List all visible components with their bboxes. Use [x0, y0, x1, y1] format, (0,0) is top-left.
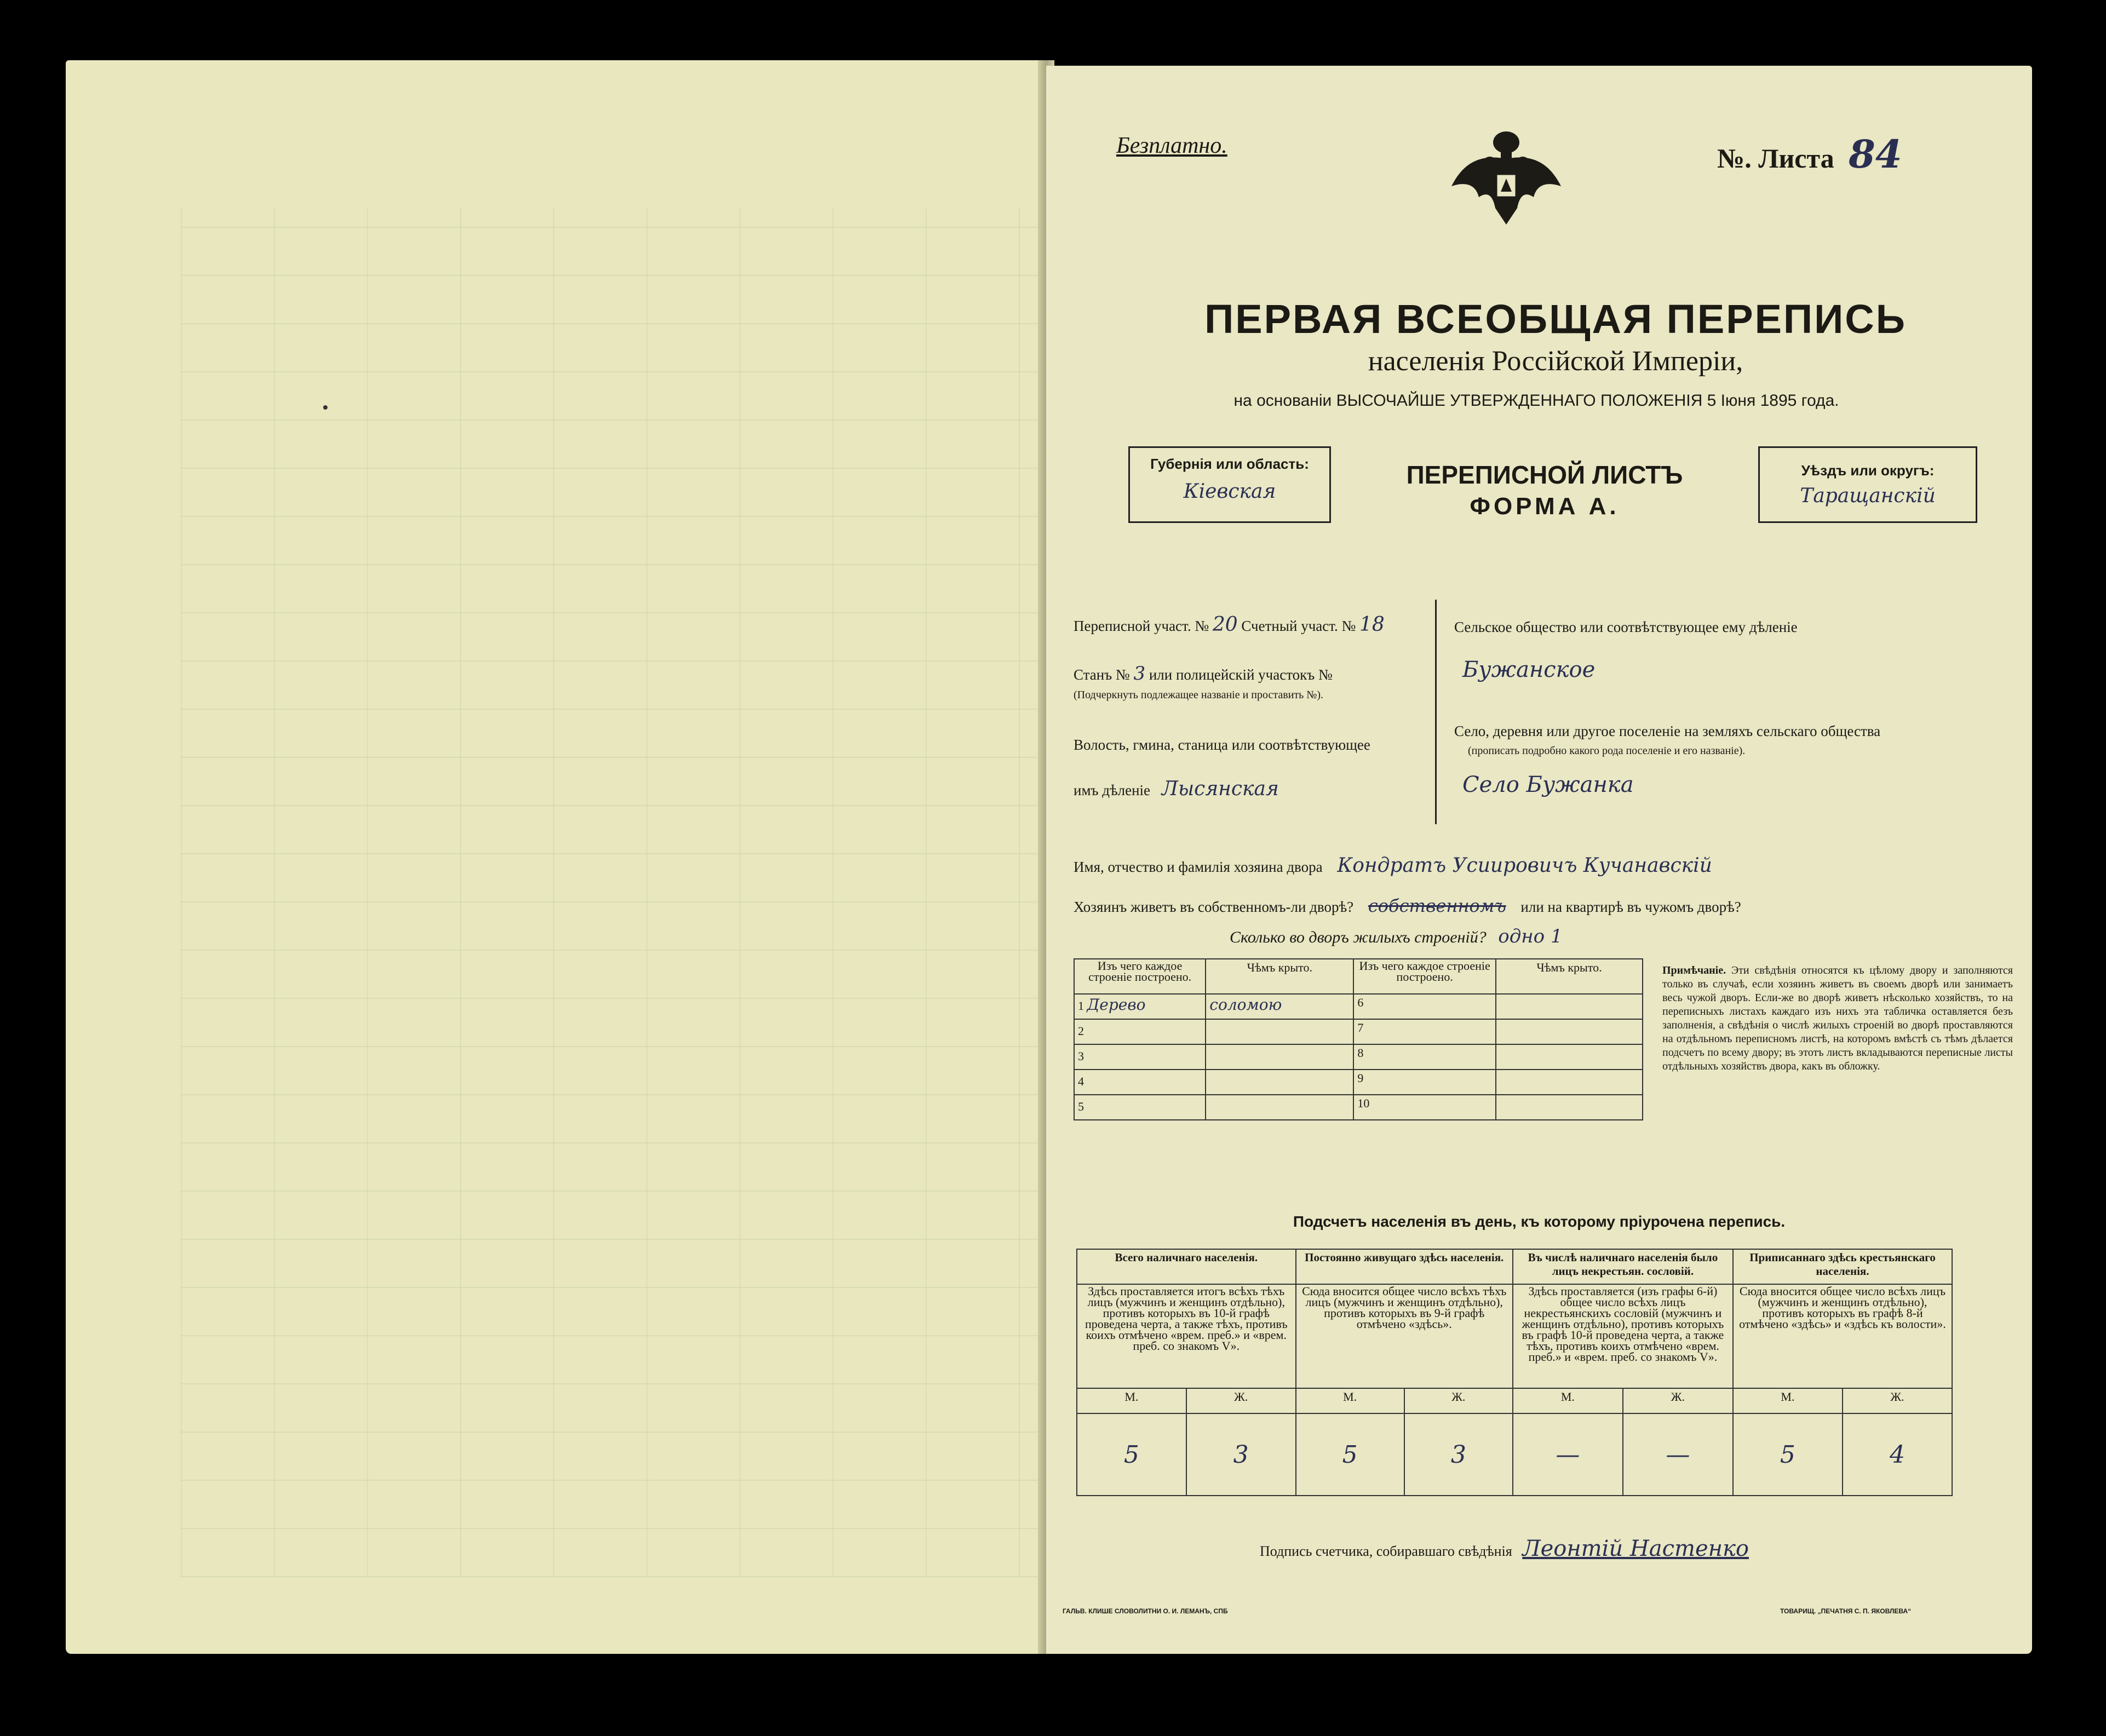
- note-title: Примѣчаніе.: [1662, 964, 1726, 976]
- column-divider: [1435, 600, 1437, 824]
- count-header: Всего наличнаго населенія.: [1077, 1249, 1296, 1284]
- roof-value: соломою: [1209, 996, 1282, 1014]
- count-description: Здѣсь проставляется (изъ графы 6-й) общее число всѣхъ лицъ некрестьянскихъ сословій (мужчинъ и женщинъ отдѣльно), противъ которыхъ въ графѣ 10-й проведена черта, а также тѣхъ, противъ коихъ отмѣчено «врем. преб.» и «врем. преб. со знакомъ V».: [1513, 1284, 1733, 1388]
- sheet-number-value: 84: [1849, 131, 1902, 177]
- count-value: 5: [1296, 1413, 1404, 1496]
- male-column-label: М.: [1296, 1388, 1404, 1413]
- building-material-cell: [1353, 1044, 1496, 1070]
- buildings-label: Сколько во дворъ жилыхъ строеній?: [1230, 928, 1487, 946]
- female-column-label: Ж.: [1186, 1388, 1296, 1413]
- stan-field: [1074, 663, 1333, 685]
- province-value: Кіевская: [1183, 480, 1276, 503]
- census-district-value: 20: [1212, 613, 1238, 636]
- society-value: Бужанское: [1462, 657, 1596, 682]
- male-column-label: М.: [1513, 1388, 1623, 1413]
- buildings-field: [1230, 926, 1563, 947]
- signature-label: Подпись счетчика, собиравшаго свѣдѣнія: [1260, 1543, 1512, 1559]
- row-number: 3: [1078, 1049, 1084, 1063]
- free-label: Безплатно.: [1116, 133, 1227, 158]
- building-material-cell: [1074, 1070, 1206, 1095]
- census-district-label: Переписной участ. №: [1074, 618, 1209, 634]
- lives-field: [1074, 895, 1741, 916]
- left-page-blank: [66, 60, 1046, 1654]
- province-label: Губернія или область:: [1150, 456, 1309, 472]
- male-column-label: М.: [1733, 1388, 1843, 1413]
- building-roof-cell: [1496, 1070, 1643, 1095]
- village-value: Село Бужанка: [1462, 772, 1634, 797]
- count-value: 3: [1404, 1413, 1513, 1496]
- stan-suffix: или полицейскій участокъ №: [1149, 666, 1333, 683]
- count-value: 5: [1733, 1413, 1843, 1496]
- count-description: Здѣсь проставляется итогъ всѣхъ тѣхъ лицъ (мужчинъ и женщинъ отдѣльно), противъ которыхъ въ 10-й графѣ проведена черта, а также тѣхъ, противъ коихъ отмѣчено «врем. преб.» и «врем. преб. со знакомъ V».: [1077, 1284, 1296, 1388]
- province-box: [1128, 446, 1331, 523]
- building-roof-cell: [1206, 1044, 1353, 1070]
- signature-field: [1260, 1536, 1749, 1561]
- building-roof-cell: [1206, 1019, 1353, 1044]
- form-title-2: ФОРМА А.: [1470, 493, 1620, 520]
- buildings-value: одно 1: [1498, 926, 1563, 947]
- page-title: ПЕРВАЯ ВСЕОБЩАЯ ПЕРЕПИСЬ: [1204, 296, 1907, 342]
- count-header: Въ числѣ наличнаго населенія было лицъ некрестьян. сословій.: [1513, 1249, 1733, 1284]
- building-roof-cell: [1496, 1019, 1643, 1044]
- row-number: 4: [1078, 1074, 1084, 1088]
- uezd-value: Таращанскій: [1800, 485, 1936, 507]
- signature-value: Леонтій Настенко: [1522, 1536, 1749, 1561]
- counting-district-label: Счетный участ. №: [1241, 618, 1356, 634]
- female-column-label: Ж.: [1623, 1388, 1733, 1413]
- row-number: 2: [1078, 1024, 1084, 1038]
- count-description: Сюда вносится общее число всѣхъ тѣхъ лицъ (мужчинъ и женщинъ отдѣльно), противъ которыхъ въ 9-й графѣ отмѣчено «здѣсь».: [1296, 1284, 1513, 1388]
- buildings-table: [1074, 958, 1643, 1120]
- building-roof-cell: [1206, 1070, 1353, 1095]
- count-value: 4: [1843, 1413, 1952, 1496]
- female-column-label: Ж.: [1404, 1388, 1513, 1413]
- page-subtitle: населенія Россійской Имперіи,: [1368, 346, 1743, 377]
- col-material-left: Изъ чего каждое строеніе построено.: [1074, 959, 1206, 994]
- male-column-label: М.: [1077, 1388, 1186, 1413]
- owner-label: Имя, отчество и фамилія хозяина двора: [1074, 859, 1323, 875]
- buildings-row: [1074, 1044, 1643, 1070]
- village-label: Село, деревня или другое поселеніе на земляхъ сельскаго общества: [1454, 723, 1881, 739]
- population-count-table: [1076, 1249, 1953, 1496]
- building-roof-cell: [1496, 1044, 1643, 1070]
- footer-left: ГАЛЬВ. КЛИШЕ СЛОВОЛИТНИ О. И. ЛЕМАНЪ, СПБ: [1063, 1607, 1228, 1615]
- count-title: Подсчетъ населенія въ день, къ которому пріурочена перепись.: [1293, 1213, 1786, 1230]
- building-material-cell: [1353, 1070, 1496, 1095]
- count-header: Постоянно живущаго здѣсь населенія.: [1296, 1249, 1513, 1284]
- stan-label: Станъ №: [1074, 666, 1130, 683]
- society-label: Сельское общество или соотвѣтствующее ему дѣленіе: [1454, 619, 1798, 635]
- lives-suffix: или на квартирѣ въ чужомъ дворѣ?: [1520, 899, 1741, 915]
- row-number: 1: [1078, 999, 1084, 1013]
- volost-value: Лысянская: [1161, 778, 1279, 800]
- building-material-cell: [1074, 1095, 1206, 1120]
- ink-dot: [323, 405, 328, 410]
- count-description: Сюда вносится общее число всѣхъ лицъ (мужчинъ и женщинъ отдѣльно), противъ которыхъ въ графѣ 8-й отмѣчено «здѣсь» и «здѣсь къ волости».: [1733, 1284, 1952, 1388]
- buildings-row: [1074, 1070, 1643, 1095]
- note-block: [1662, 964, 2013, 1073]
- row-number: 8: [1357, 1046, 1364, 1060]
- sheet-number-label: №. Листа: [1717, 143, 1834, 174]
- buildings-row: [1074, 994, 1643, 1019]
- lives-label: Хозяинъ живетъ въ собственномъ-ли дворѣ?: [1074, 899, 1354, 915]
- legal-basis: на основаніи ВЫСОЧАЙШЕ УТВЕРЖДЕННАГО ПОЛОЖЕНІЯ 5 Іюня 1895 года.: [1233, 392, 1839, 410]
- imperial-eagle-emblem: [1446, 126, 1566, 235]
- building-material-cell: [1074, 994, 1206, 1019]
- owner-field: [1074, 854, 1712, 877]
- volost-label-2: имъ дѣленіе: [1074, 782, 1151, 798]
- material-value: Дерево: [1087, 996, 1146, 1014]
- building-roof-cell: [1206, 1095, 1353, 1120]
- count-value: —: [1623, 1413, 1733, 1496]
- lives-value: собственномъ: [1368, 895, 1506, 916]
- census-district-field: [1074, 613, 1385, 636]
- building-material-cell: [1074, 1044, 1206, 1070]
- footer-right: ТОВАРИЩ. „ПЕЧАТНЯ С. П. ЯКОВЛЕВА“: [1780, 1607, 1912, 1615]
- census-form-page: [1046, 66, 2032, 1654]
- building-roof-cell: [1496, 1095, 1643, 1120]
- building-roof-cell: [1496, 994, 1643, 1019]
- count-value: —: [1513, 1413, 1623, 1496]
- col-material-right: Изъ чего каждое строеніе построено.: [1353, 959, 1496, 994]
- uezd-box: [1758, 446, 1977, 523]
- note-text: Эти свѣдѣнія относятся къ цѣлому двору и заполняются только въ случаѣ, если хозяинъ живетъ въ своемъ дворѣ или занимаетъ весь чужой дворъ. Если-же во дворѣ живетъ нѣсколько хозяйствъ, то на переписныхъ листахъ каждаго изъ нихъ эта табличка оставляется безъ заполненія, а свѣдѣнія о числѣ жилыхъ строеній во дворѣ проставляются на отдѣльномъ переписномъ листѣ, на которомъ вмѣстѣ съ тѣмъ дѣлается подсчетъ по всему двору; въ этотъ листъ вкладываются переписные листы отдѣльныхъ хозяйствъ двора, какъ въ обложку.: [1662, 964, 2013, 1072]
- stan-value: 3: [1133, 663, 1146, 685]
- sheet-number: [1717, 131, 1902, 177]
- row-number: 9: [1357, 1071, 1364, 1085]
- row-number: 10: [1357, 1096, 1370, 1110]
- stan-note: (Подчеркнуть подлежащее названіе и проставить №).: [1074, 689, 1323, 701]
- show-through-grid: [181, 208, 1068, 1577]
- volost-field: [1074, 778, 1279, 800]
- village-note: (прописать подробно какого рода поселеніе и его названіе).: [1468, 745, 1746, 757]
- buildings-row: [1074, 1019, 1643, 1044]
- building-material-cell: [1353, 1095, 1496, 1120]
- volost-label-1: Волость, гмина, станица или соотвѣтствующее: [1074, 737, 1370, 753]
- building-material-cell: [1074, 1019, 1206, 1044]
- building-material-cell: [1353, 994, 1496, 1019]
- form-title-1: ПЕРЕПИСНОЙ ЛИСТЪ: [1406, 461, 1683, 489]
- count-value: 5: [1077, 1413, 1186, 1496]
- owner-value: Кондратъ Усиировичъ Кучанавскій: [1337, 854, 1712, 877]
- col-roof-left: Чѣмъ крыто.: [1206, 959, 1353, 994]
- col-roof-right: Чѣмъ крыто.: [1496, 959, 1643, 994]
- building-roof-cell: [1206, 994, 1353, 1019]
- buildings-row: [1074, 1095, 1643, 1120]
- count-value: 3: [1186, 1413, 1296, 1496]
- counting-district-value: 18: [1359, 613, 1385, 636]
- uezd-label: Уѣздъ или округъ:: [1801, 462, 1935, 479]
- building-material-cell: [1353, 1019, 1496, 1044]
- count-header: Приписаннаго здѣсь крестьянскаго населенія.: [1733, 1249, 1952, 1284]
- row-number: 6: [1357, 996, 1364, 1009]
- row-number: 7: [1357, 1021, 1364, 1034]
- female-column-label: Ж.: [1843, 1388, 1952, 1413]
- row-number: 5: [1078, 1100, 1084, 1113]
